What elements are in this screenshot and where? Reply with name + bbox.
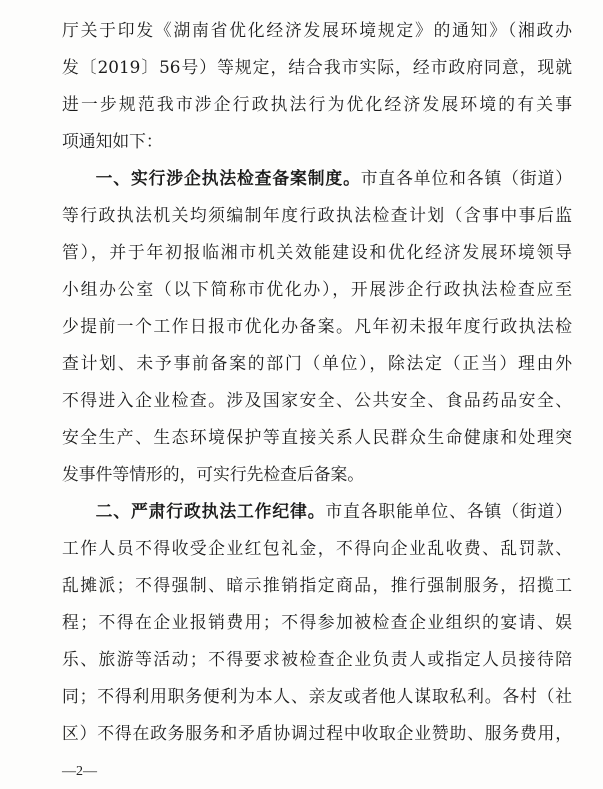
section-2-line: 工作人员不得收受企业红包礼金，不得向企业乱收费、乱罚款、: [62, 538, 572, 558]
section-2-line: 区）不得在政务服务和矛盾协调过程中收取企业赞助、服务费用，: [62, 723, 572, 743]
body-text: [62, 12, 572, 752]
section-1-lead: 市直各单位和各镇（街道）: [360, 168, 572, 188]
section-2-line: 同；不得利用职务便利为本人、亲友或者他人谋取私利。各村（社: [62, 686, 572, 706]
section-2-line: 乱摊派；不得强制、暗示推销指定商品，推行强制服务，招揽工: [62, 575, 572, 595]
section-2-first-line: [62, 493, 572, 530]
section-1-line: 小组办公室（以下简称市优化办），开展涉企行政执法检查应至: [62, 279, 572, 299]
section-1-line: 发事件等情形的，可实行先检查后备案。: [62, 464, 365, 484]
page-number: —2—: [62, 764, 97, 779]
intro-line: 项通知如下：: [62, 131, 163, 151]
section-2-line: 程；不得在企业报销费用；不得参加被检查企业组织的宴请、娱: [62, 612, 572, 632]
section-1-line: 少提前一个工作日报市优化办备案。凡年初未报年度行政执法检: [62, 316, 572, 336]
intro-line: 厅关于印发《湖南省优化经济发展环境规定》的通知》（湘政办: [62, 20, 572, 40]
section-2-heading: 二、严肃行政执法工作纪律。: [95, 501, 326, 521]
section-1-line: 等行政执法机关均须编制年度行政执法检查计划（含事中事后监: [62, 205, 572, 225]
intro-line: 进一步规范我市涉企行政执法行为优化经济发展环境的有关事: [62, 94, 572, 114]
section-1-line: 安全生产、生态环境保护等直接关系人民群众生命健康和处理突: [62, 427, 572, 447]
section-1-line: 管），并于年初报临湘市机关效能建设和优化经济发展环境领导: [62, 242, 572, 262]
section-1-heading: 一、实行涉企执法检查备案制度。: [95, 168, 361, 188]
section-1-line: 查计划、未予事前备案的部门（单位），除法定（正当）理由外: [62, 353, 572, 373]
section-2-lead: 市直各职能单位、各镇（街道）: [325, 501, 572, 521]
section-1-line: 不得进入企业检查。涉及国家安全、公共安全、食品药品安全、: [62, 390, 572, 410]
section-1-first-line: [62, 160, 572, 197]
intro-line: 发〔2019〕56号）等规定，结合我市实际，经市政府同意，现就: [62, 57, 572, 77]
section-2-line: 乐、旅游等活动；不得要求被检查企业负责人或指定人员接待陪: [62, 649, 572, 669]
